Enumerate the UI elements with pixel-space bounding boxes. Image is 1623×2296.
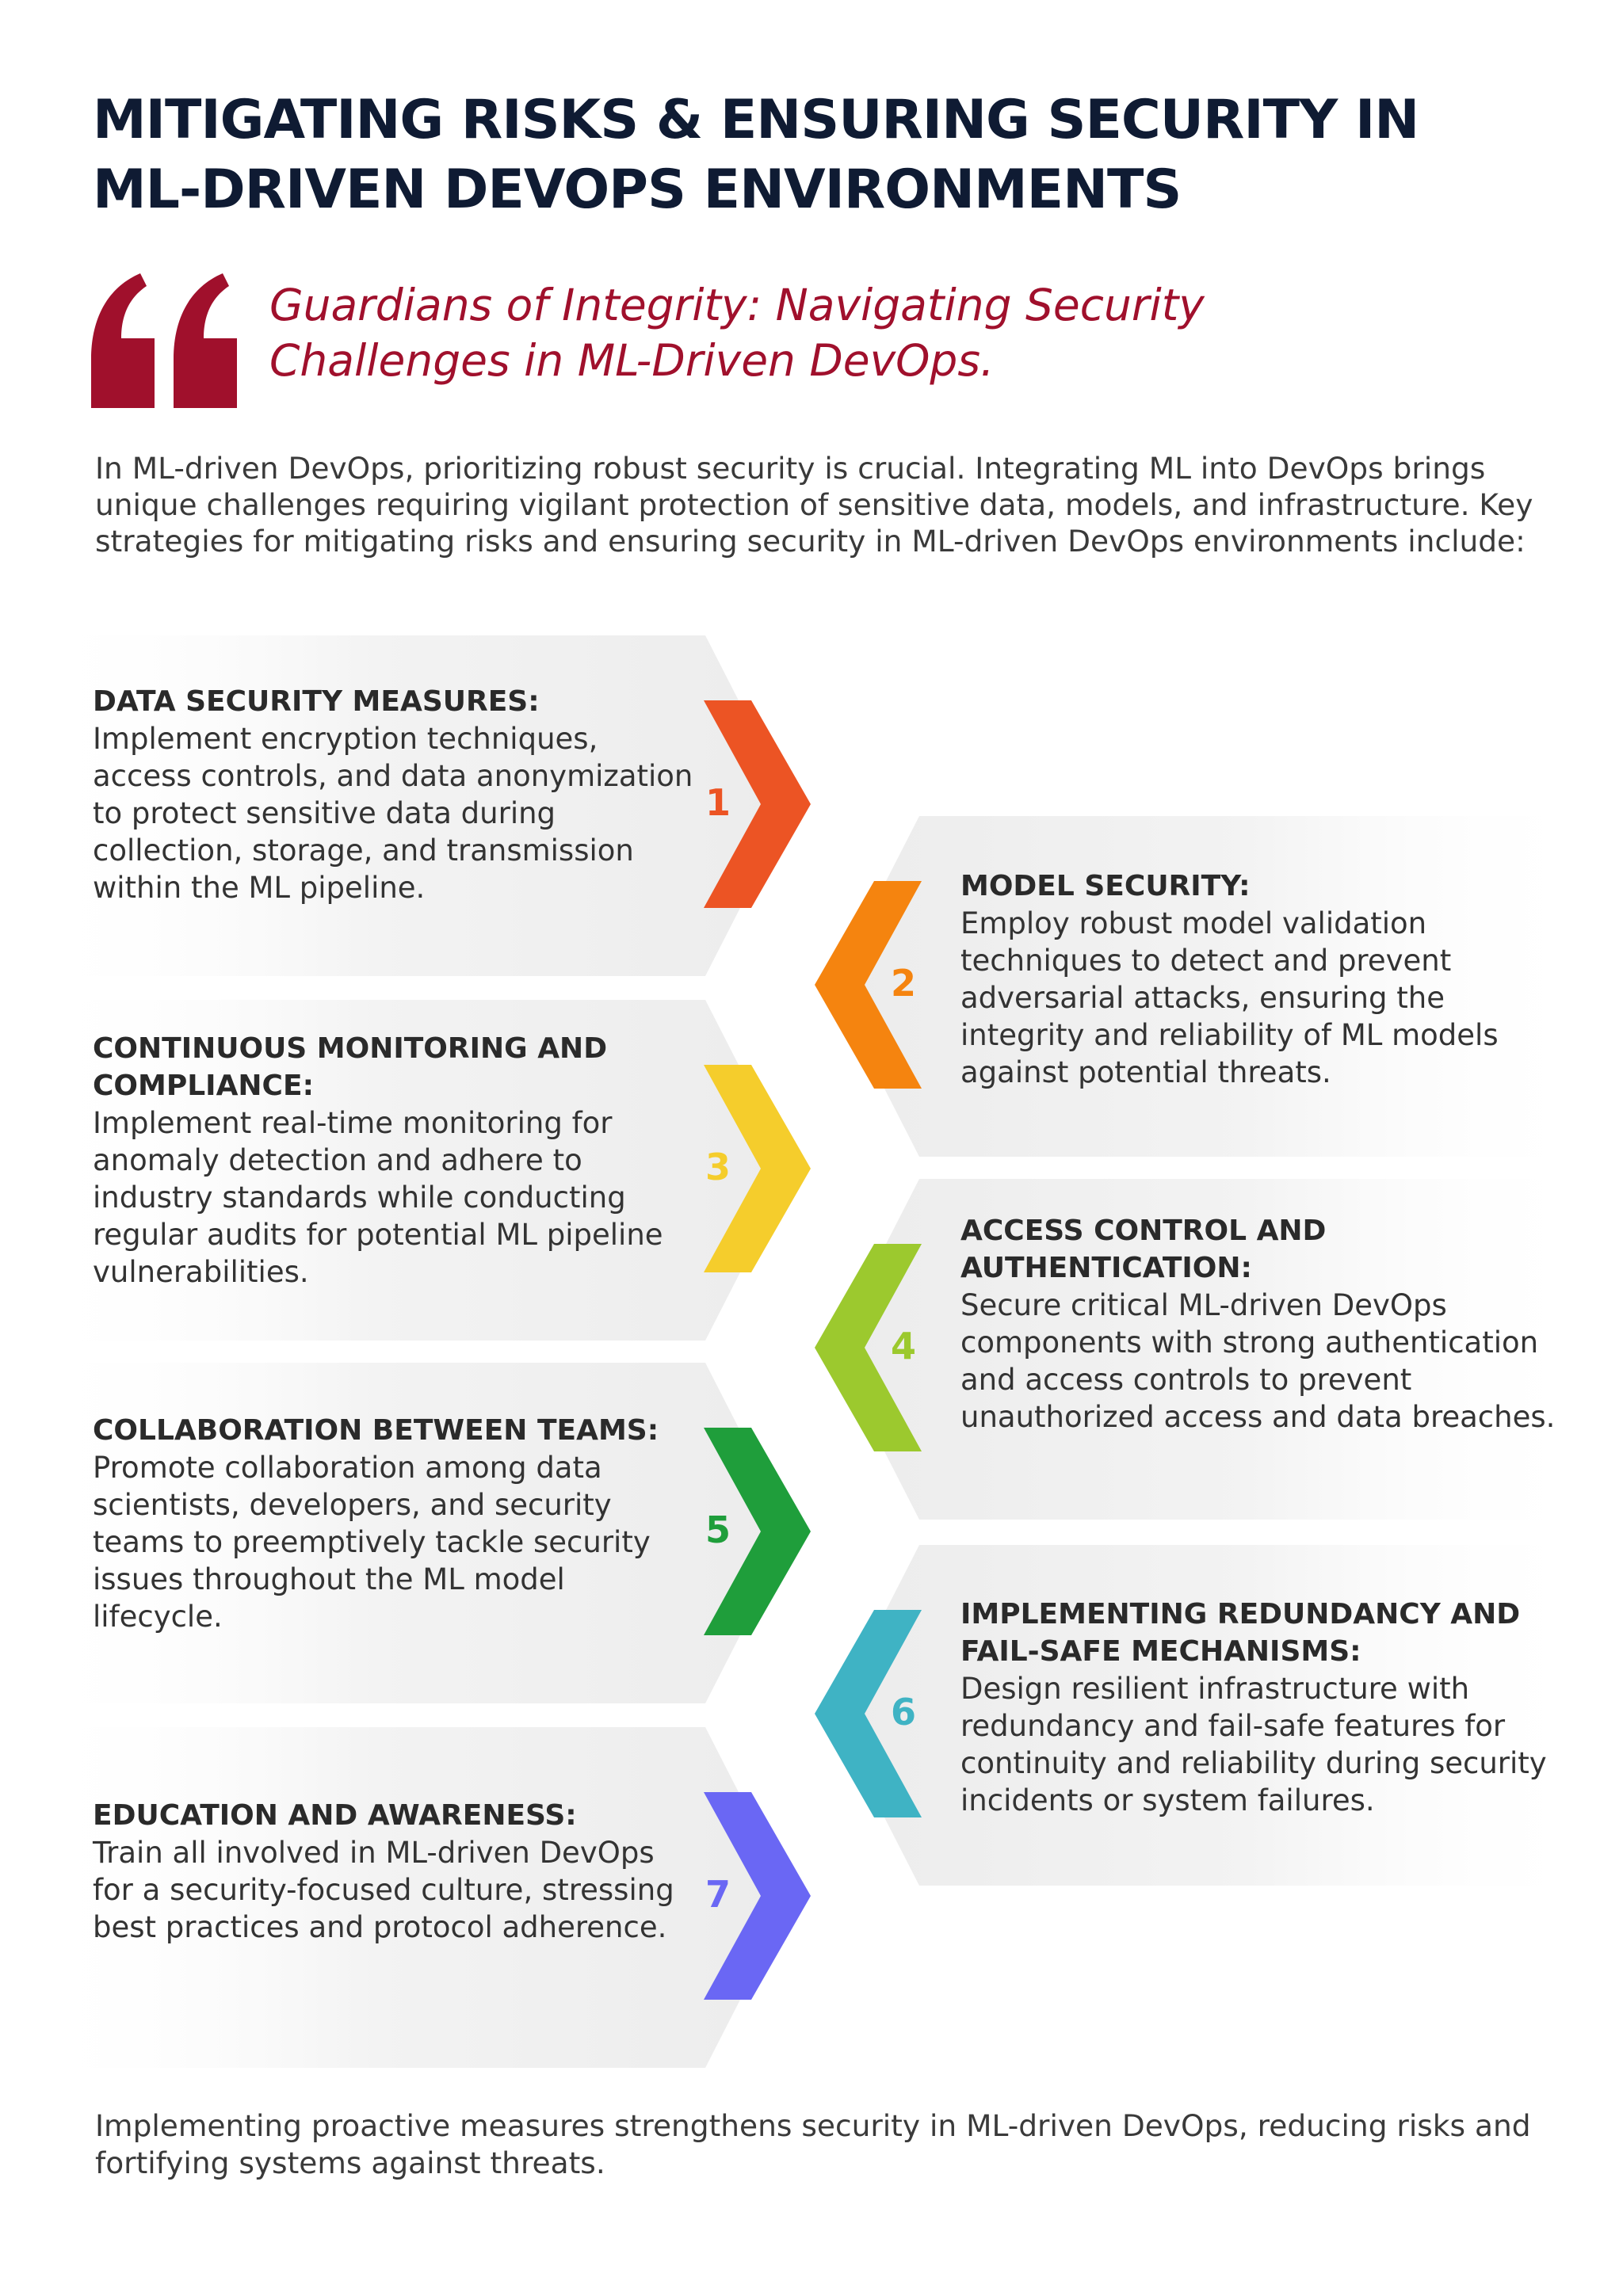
double-quote-icon <box>90 273 240 408</box>
step-number: 1 <box>705 781 731 824</box>
step-item <box>960 1596 1563 1819</box>
step-heading: IMPLEMENTING REDUNDANCY AND FAIL-SAFE MECHANISMS: <box>960 1598 1521 1668</box>
step-body: Implement encryption techniques, access controls, and data anonymization to protect sensitive data during collection, storage, and transmission within the ML pipeline. <box>93 722 693 905</box>
subtitle-line-1: Guardians of Integrity: Navigating Security <box>269 280 1205 330</box>
step-heading: MODEL SECURITY: <box>960 870 1251 902</box>
step-item <box>960 1212 1563 1436</box>
step-body: Design resilient infrastructure with redundancy and fail-safe features for continuity and reliability during security incidents or system failures. <box>960 1672 1547 1817</box>
step-heading: COLLABORATION BETWEEN TEAMS: <box>93 1414 659 1447</box>
step-heading: ACCESS CONTROL AND AUTHENTICATION: <box>960 1215 1327 1284</box>
step-body: Secure critical ML-driven DevOps components with strong authentication and access controls to prevent unauthorized access and data breaches. <box>960 1288 1556 1434</box>
intro-paragraph: In ML-driven DevOps, prioritizing robust security is crucial. Integrating ML into DevOps brings unique challenges requiring vigilant protection of sensitive data, models, and infrastructure. Key strategies for mitigating risks and ensuring security in ML-driven DevOps environments include: <box>95 451 1533 559</box>
page-title <box>93 86 1519 225</box>
step-heading: CONTINUOUS MONITORING AND COMPLIANCE: <box>93 1032 608 1102</box>
step-body: Promote collaboration among data scientists, developers, and security teams to preemptively tackle security issues throughout the ML model lifecycle. <box>93 1451 651 1634</box>
step-item <box>93 1797 695 1946</box>
step-item <box>93 1412 695 1635</box>
title-line-2: ML-DRIVEN DEVOPS ENVIRONMENTS <box>93 158 1182 221</box>
subtitle <box>269 277 1537 388</box>
step-heading: DATA SECURITY MEASURES: <box>93 685 540 718</box>
title-line-1: MITIGATING RISKS & ENSURING SECURITY IN <box>93 89 1419 151</box>
step-item <box>93 683 695 906</box>
step-number: 3 <box>705 1146 731 1188</box>
step-number: 4 <box>890 1325 916 1367</box>
step-body: Train all involved in ML-driven DevOps for a security-focused culture, stressing best practices and protocol adherence. <box>93 1836 674 1944</box>
step-item <box>960 868 1563 1091</box>
step-number: 5 <box>705 1508 731 1551</box>
step-body: Implement real-time monitoring for anomaly detection and adhere to industry standards while conducting regular audits for potential ML pipeline vulnerabilities. <box>93 1106 663 1289</box>
step-item <box>93 1030 695 1291</box>
closing-paragraph: Implementing proactive measures strengthens security in ML-driven DevOps, reducing risks and fortifying systems against threats. <box>95 2108 1531 2180</box>
step-body: Employ robust model validation techniques to detect and prevent adversarial attacks, ensuring the integrity and reliability of ML models against potential threats. <box>960 906 1499 1089</box>
step-number: 6 <box>890 1691 916 1733</box>
step-number: 2 <box>890 962 916 1005</box>
subtitle-line-2: Challenges in ML-Driven DevOps. <box>269 335 995 386</box>
step-number: 7 <box>705 1873 731 1916</box>
step-heading: EDUCATION AND AWARENESS: <box>93 1799 577 1832</box>
